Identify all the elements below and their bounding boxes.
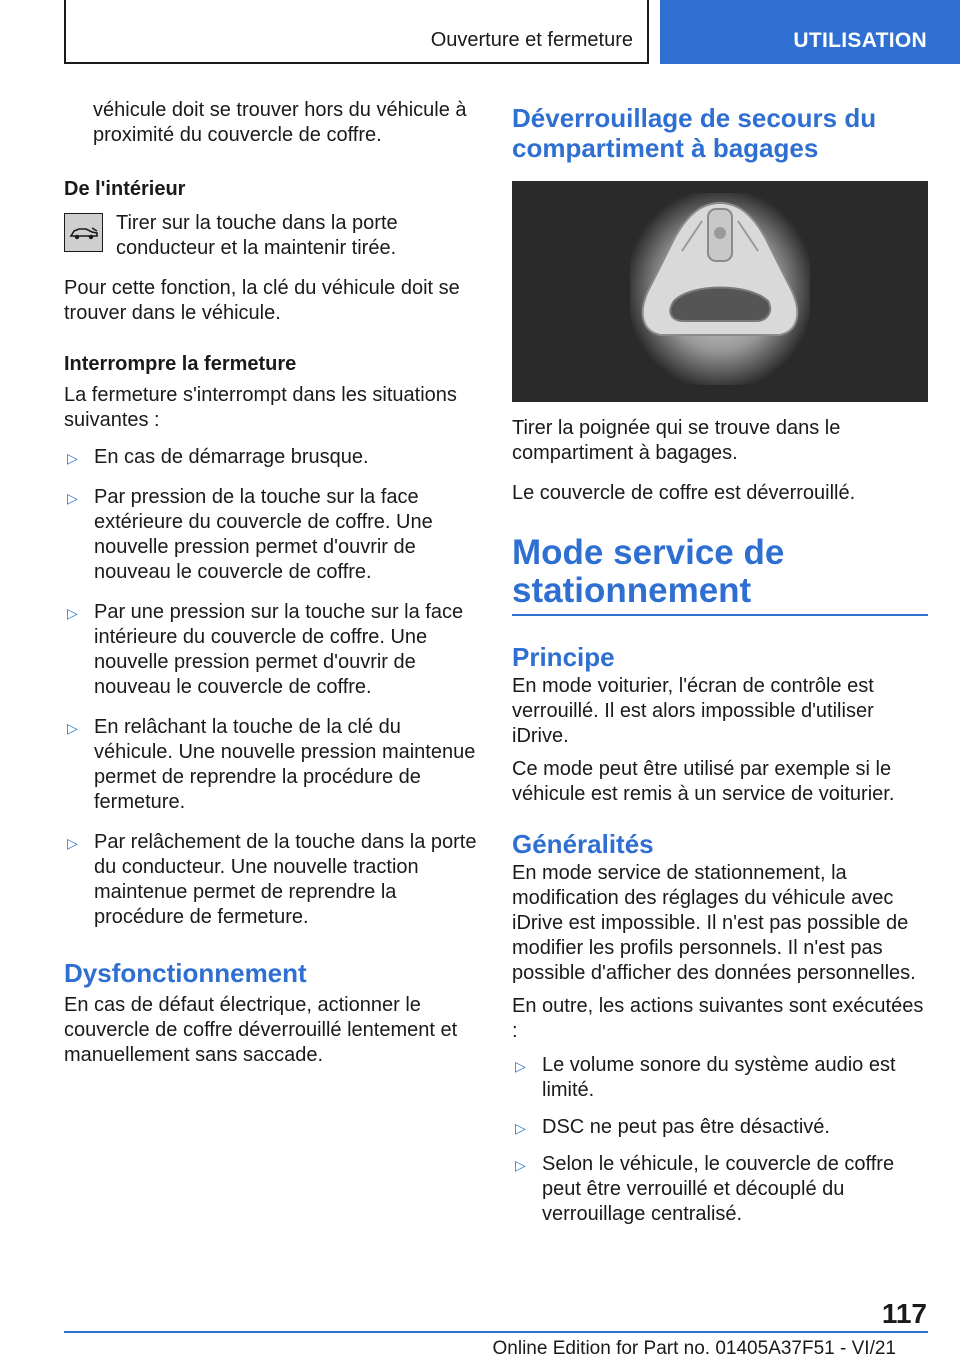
footer-divider	[64, 1331, 928, 1333]
list-item: ▷ Le volume sonore du système audio est limité.	[515, 1054, 896, 1101]
chapter-tab	[660, 0, 960, 64]
interior-instruction: Tirer sur la touche dans la porte conducteur et la maintenir tirée.	[116, 212, 398, 259]
principle-text-2: Ce mode peut être utilisé par exemple si le véhicule est remis à un service de voiturier.	[512, 758, 895, 805]
list-item: ▷ En cas de démarrage brusque.	[64, 445, 478, 470]
section-header	[64, 0, 649, 64]
bullet-triangle-icon: ▷	[67, 605, 78, 621]
general-text-2: En outre, les actions suivantes sont exécutées :	[512, 995, 924, 1042]
general-list	[512, 1053, 928, 1227]
general-heading: Généralités	[512, 829, 654, 859]
principle-text-1: En mode voiturier, l'écran de contrôle est verrouillé. Il est alors impossible d'utiliser iDrive.	[512, 675, 874, 747]
list-item: ▷ Par relâchement de la touche dans la porte du conducteur. Une nouvelle traction maintenue permet de reprendre la procédure de fermeture.	[67, 831, 477, 928]
bullet-triangle-icon: ▷	[67, 720, 78, 736]
trunk-handle-photo	[512, 181, 928, 402]
car-trunk-icon	[64, 213, 103, 252]
malfunction-heading: Dysfonctionnement	[64, 958, 307, 988]
interrupt-heading: Interrompre la fermeture	[64, 353, 297, 375]
list-item: ▷ Selon le véhicule, le couvercle de coffre peut être verrouillé et découplé du verrouillage centralisé.	[515, 1153, 895, 1225]
valet-heading: Mode service de stationnement	[512, 533, 785, 610]
interior-note: Pour cette fonction, la clé du véhicule doit se trouver dans le véhicule.	[64, 277, 460, 324]
intro-continued: véhicule doit se trouver hors du véhicule à proximité du couvercle de coffre.	[93, 99, 467, 146]
left-column	[64, 98, 478, 1068]
bullet-triangle-icon: ▷	[67, 490, 78, 506]
principle-heading: Principe	[512, 642, 615, 672]
emergency-result: Le couvercle de coffre est déverrouillé.	[512, 482, 856, 504]
emergency-heading: Déverrouillage de secours du compartiment à bagages	[512, 103, 877, 163]
list-item: ▷ Par pression de la touche sur la face extérieure du couvercle de coffre. Une nouvelle pression permet d'ouvrir de nouveau le couvercle de coffre.	[67, 486, 433, 583]
malfunction-text: En cas de défaut électrique, actionner le couvercle de coffre déverrouillé lentement et manuellement sans saccade.	[64, 994, 458, 1066]
right-column	[512, 103, 928, 1227]
footer-edition: Online Edition for Part no. 01405A37F51 - VI/21	[492, 1338, 896, 1359]
section-divider	[512, 614, 928, 616]
section-title: Ouverture et fermeture	[430, 29, 633, 51]
bullet-triangle-icon: ▷	[515, 1058, 526, 1074]
bullet-triangle-icon: ▷	[515, 1120, 526, 1136]
page-number: 117	[881, 1298, 927, 1329]
interior-heading: De l'intérieur	[64, 178, 186, 200]
emergency-instruction: Tirer la poignée qui se trouve dans le compartiment à bagages.	[512, 417, 841, 464]
list-item: ▷ DSC ne peut pas être désactivé.	[512, 1115, 928, 1140]
interrupt-text: La fermeture s'interrompt dans les situations suivantes :	[64, 384, 457, 431]
interrupt-list	[64, 445, 478, 930]
trunk-handle-illustration	[512, 181, 928, 402]
list-item: ▷ En relâchant la touche de la clé du véhicule. Une nouvelle pression maintenue permet de reprendre la procédure de fermeture.	[67, 716, 476, 813]
general-text-1: En mode service de stationnement, la modification des réglages du véhicule avec iDrive est impossible. Il n'est pas possible de modifier les profils personnels. Il n'est pas possible d'afficher des données personnelles.	[512, 862, 916, 984]
list-item: ▷ Par une pression sur la touche sur la face intérieure du couvercle de coffre. Une nouvelle pression permet d'ouvrir de nouveau le couvercle de coffre.	[67, 601, 464, 698]
interior-instruction-row	[64, 211, 478, 261]
bullet-triangle-icon: ▷	[515, 1157, 526, 1173]
bullet-triangle-icon: ▷	[67, 835, 78, 851]
chapter-title: UTILISATION	[793, 29, 927, 52]
bullet-triangle-icon: ▷	[67, 450, 78, 466]
